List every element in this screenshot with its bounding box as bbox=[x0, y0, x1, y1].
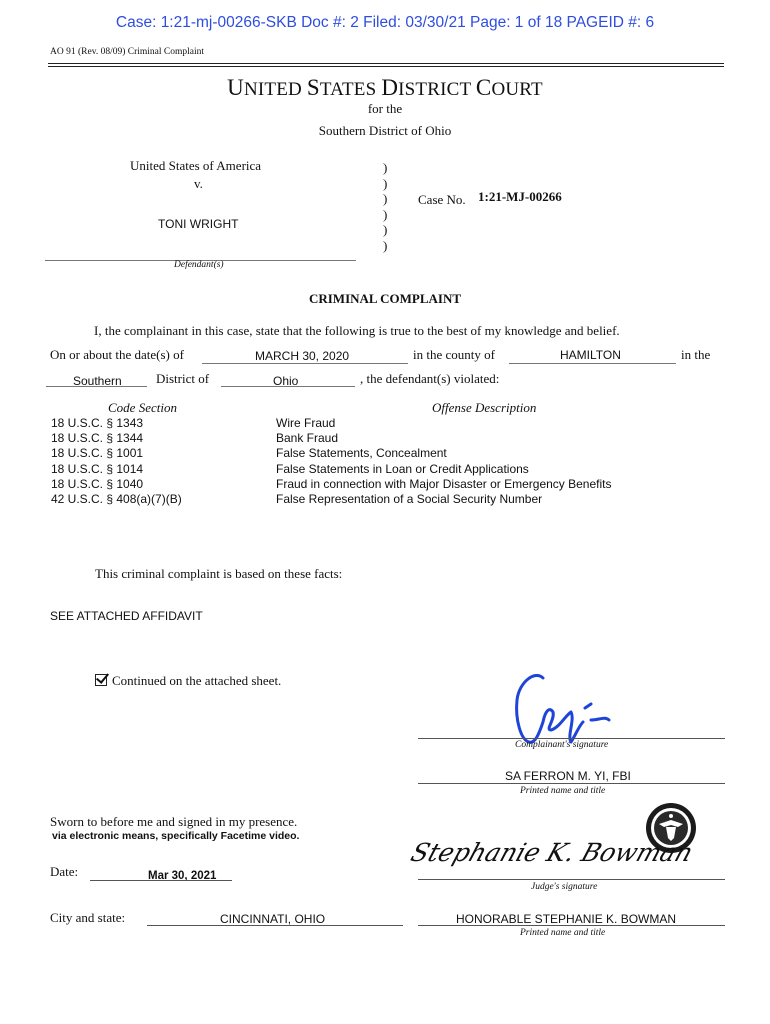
complainant-sig-label: Complainant's signature bbox=[515, 740, 609, 750]
plaintiff: United States of America bbox=[130, 158, 262, 173]
date-line bbox=[202, 363, 408, 364]
facts-intro: This criminal complaint is based on these facts: bbox=[95, 566, 343, 581]
form-id: AO 91 (Rev. 08/09) Criminal Complaint bbox=[50, 47, 205, 57]
offense-description-header: Offense Description bbox=[432, 400, 537, 415]
offense-description: False Statements in Loan or Credit Applications bbox=[276, 461, 529, 476]
offense-description: Fraud in connection with Major Disaster or Emergency Benefits bbox=[276, 476, 612, 491]
complainant-name: SA FERRON M. YI, FBI bbox=[505, 769, 631, 783]
offense-description: False Statements, Concealment bbox=[276, 446, 447, 461]
code-section: 18 U.S.C. § 1040 bbox=[51, 476, 144, 491]
in-county: in the county of bbox=[413, 347, 495, 362]
state-line bbox=[221, 386, 355, 387]
code-section: 42 U.S.C. § 408(a)(7)(B) bbox=[51, 492, 182, 507]
caption-parens: ) ) ) ) ) ) bbox=[383, 160, 388, 253]
code-section: 18 U.S.C. § 1344 bbox=[51, 431, 144, 446]
city-line bbox=[147, 925, 403, 926]
judge-sig-label: Judge's signature bbox=[531, 882, 598, 892]
offense-description-list bbox=[276, 416, 611, 507]
sworn-date-line bbox=[90, 880, 232, 881]
judge-name-line bbox=[418, 925, 725, 926]
code-section: 18 U.S.C. § 1014 bbox=[51, 461, 144, 476]
sworn-date: Mar 30, 2021 bbox=[148, 870, 217, 882]
continued-checkbox-row: Continued on the attached sheet. bbox=[95, 673, 281, 689]
state-value: Ohio bbox=[273, 374, 299, 388]
complainant-name-line bbox=[418, 783, 725, 784]
sworn-method: via electronic means, specifically Facetime video. bbox=[52, 830, 300, 842]
district-line bbox=[46, 386, 147, 387]
code-section: 18 U.S.C. § 1001 bbox=[51, 446, 144, 461]
code-section-header: Code Section bbox=[108, 400, 177, 415]
city-label: City and state: bbox=[50, 910, 126, 925]
date-label: Date: bbox=[50, 864, 79, 879]
document-title: CRIMINAL COMPLAINT bbox=[308, 291, 462, 306]
case-no: 1:21-MJ-00266 bbox=[478, 189, 562, 204]
top-rule-2 bbox=[48, 66, 724, 67]
county-line bbox=[509, 363, 676, 364]
district-name: Southern District of Ohio bbox=[318, 123, 452, 138]
defendant-label: Defendant(s) bbox=[174, 260, 224, 270]
offense-description: Bank Fraud bbox=[276, 431, 339, 446]
versus: v. bbox=[194, 176, 203, 191]
code-section: 18 U.S.C. § 1343 bbox=[51, 416, 144, 430]
on-or-about: On or about the date(s) of bbox=[50, 347, 184, 362]
offense-date: MARCH 30, 2020 bbox=[255, 349, 350, 363]
continued-checkbox[interactable] bbox=[95, 674, 107, 686]
offense-description: False Representation of a Social Security Number bbox=[276, 492, 543, 507]
complainant-sig-line bbox=[418, 738, 725, 739]
intro-text: I, the complainant in this case, state that the following is true to the best of my knowledge and belief. bbox=[94, 323, 620, 338]
court-title: UNITED STATES DISTRICT COURT bbox=[227, 75, 543, 100]
district-of: District of bbox=[156, 371, 210, 386]
county: HAMILTON bbox=[560, 348, 621, 362]
code-section-list bbox=[51, 416, 182, 507]
district-value: Southern bbox=[73, 374, 122, 388]
defendant-name: TONI WRIGHT bbox=[158, 217, 239, 231]
for-the: for the bbox=[367, 101, 403, 116]
in-the: in the bbox=[681, 347, 711, 362]
case-banner: Case: 1:21-mj-00266-SKB Doc #: 2 Filed: 03/30/21 Page: 1 of 18 PAGEID #: 6 bbox=[115, 14, 655, 31]
complainant-name-label: Printed name and title bbox=[520, 786, 606, 796]
judge-signature: Stephanie K. Bowman bbox=[407, 838, 697, 867]
judge-name: HONORABLE STEPHANIE K. BOWMAN bbox=[456, 912, 677, 926]
sworn-text: Sworn to before me and signed in my presence. bbox=[50, 814, 298, 829]
judge-sig-line bbox=[418, 879, 725, 880]
violated-text: , the defendant(s) violated: bbox=[360, 371, 500, 386]
offense-description: Wire Fraud bbox=[276, 416, 336, 430]
top-rule-1 bbox=[48, 63, 724, 64]
city-state: CINCINNATI, OHIO bbox=[220, 912, 326, 926]
case-no-label: Case No. bbox=[418, 192, 466, 207]
facts-text: SEE ATTACHED AFFIDAVIT bbox=[50, 609, 203, 623]
judge-name-label: Printed name and title bbox=[520, 928, 606, 938]
